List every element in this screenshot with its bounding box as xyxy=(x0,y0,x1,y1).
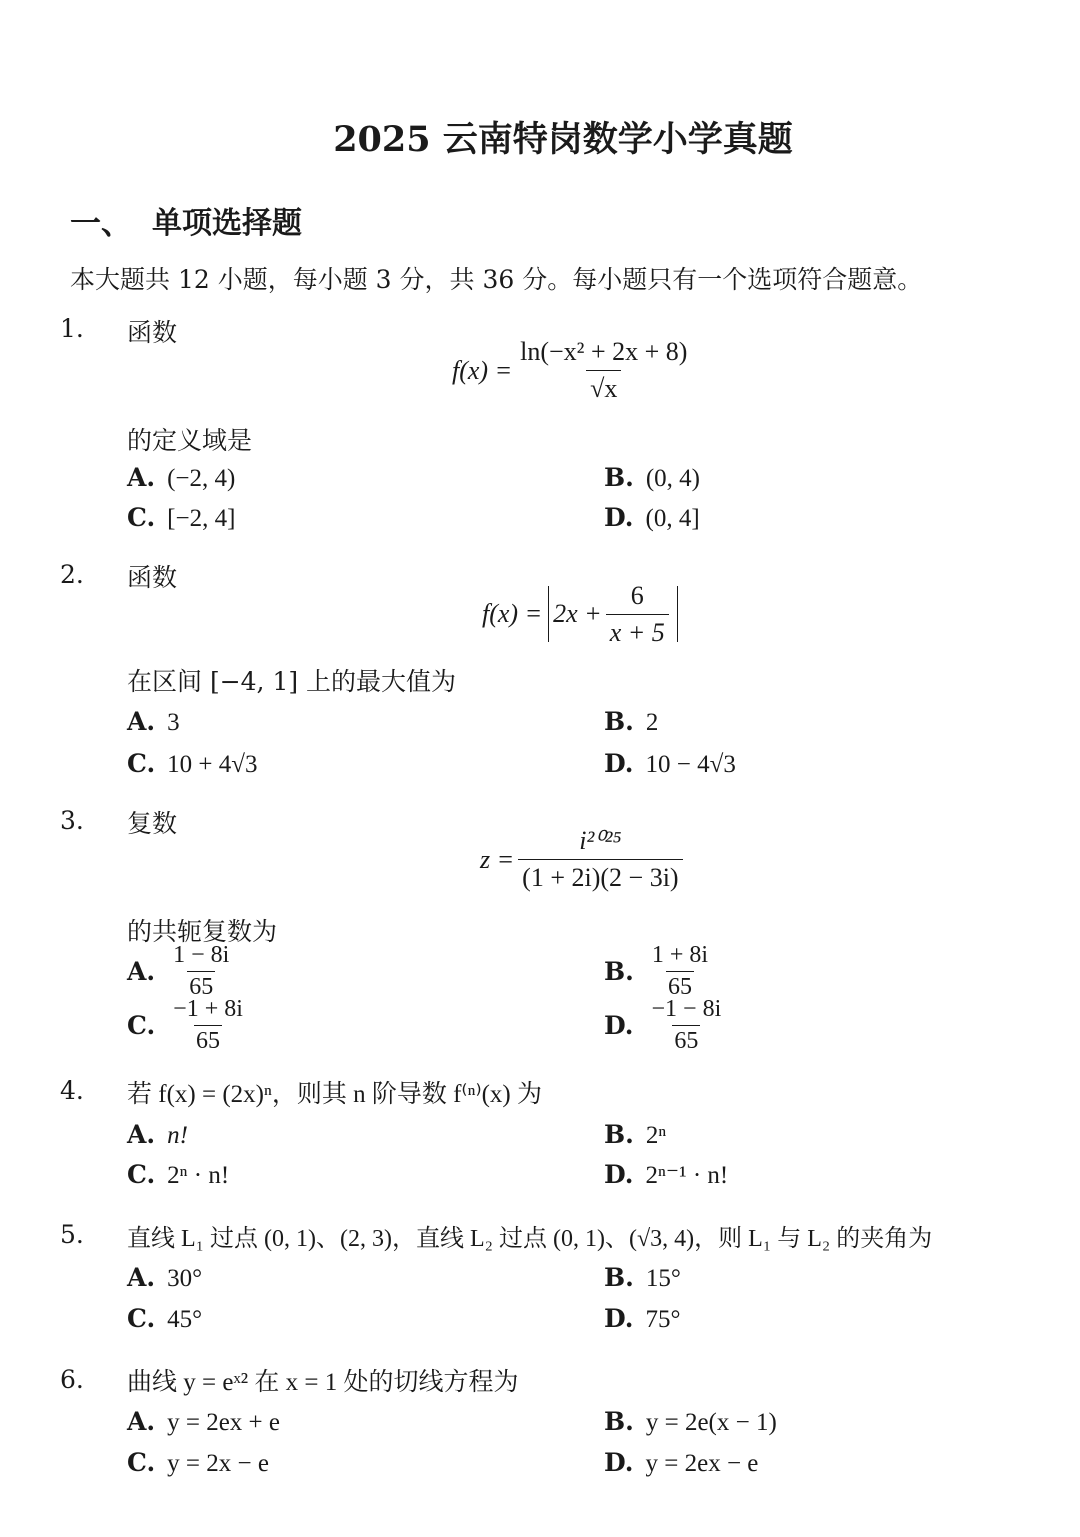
section-number: 一、 xyxy=(70,206,132,242)
option-label: C. xyxy=(127,1160,156,1189)
option-label: D. xyxy=(604,749,634,778)
option-text: y = 2x − e xyxy=(167,1450,269,1477)
denominator: 65 xyxy=(672,1025,700,1055)
option-label: B. xyxy=(604,957,634,986)
option-label: D. xyxy=(604,1160,634,1189)
option-text: 15° xyxy=(645,1265,681,1292)
option-label: A. xyxy=(127,1407,156,1436)
option-fraction xyxy=(171,942,231,1001)
option-label: C. xyxy=(127,1011,156,1040)
numerator: −1 − 8i xyxy=(651,996,722,1022)
question-after-text: 的定义域是 xyxy=(127,426,253,455)
option-text: y = 2ex − e xyxy=(645,1450,759,1477)
question-stem: 复数 xyxy=(127,809,178,838)
question-after-text: 的共轭复数为 xyxy=(127,917,278,946)
question-stem: 曲线 y = eˣ² 在 x = 1 处的切线方程为 xyxy=(127,1369,519,1396)
absolute-value xyxy=(548,580,678,647)
formula-lhs: f(x) = xyxy=(452,355,513,385)
option-b[interactable] xyxy=(604,463,700,493)
option-text: n! xyxy=(167,1122,188,1149)
option-b[interactable] xyxy=(604,1407,777,1437)
option-text: 10 + 4√3 xyxy=(167,751,258,778)
option-label: C. xyxy=(127,1304,156,1333)
option-label: B. xyxy=(604,1407,634,1436)
option-text: 10 − 4√3 xyxy=(645,751,736,778)
question-number: 3. xyxy=(60,806,84,835)
option-c[interactable] xyxy=(127,1160,229,1190)
option-label: D. xyxy=(604,1011,634,1040)
denominator: 65 xyxy=(187,971,215,1001)
option-label: C. xyxy=(127,1448,156,1477)
denominator: 65 xyxy=(666,971,694,1001)
option-label: A. xyxy=(127,707,156,736)
option-b[interactable] xyxy=(604,1120,666,1150)
option-text: 75° xyxy=(645,1306,681,1333)
option-label: D. xyxy=(604,1448,634,1477)
question-after-text: 在区间 [−4, 1] 上的最大值为 xyxy=(127,667,457,696)
option-text: (0, 4] xyxy=(645,505,700,532)
option-b[interactable] xyxy=(604,707,658,737)
question-number: 1. xyxy=(60,314,84,343)
question-stem: 若 f(x) = (2x)ⁿ，则其 n 阶导数 f⁽ⁿ⁾(x) 为 xyxy=(127,1081,542,1108)
option-c[interactable] xyxy=(127,749,258,779)
option-text: 30° xyxy=(167,1265,203,1292)
option-c[interactable] xyxy=(127,996,245,1055)
option-d[interactable] xyxy=(604,996,723,1055)
option-label: B. xyxy=(604,707,634,736)
numerator: ln(−x² + 2x + 8) xyxy=(520,337,688,366)
option-text: y = 2ex + e xyxy=(167,1409,280,1436)
formula-lhs: f(x) = xyxy=(482,599,543,628)
option-b[interactable] xyxy=(604,1263,681,1293)
option-text: 2ⁿ xyxy=(645,1122,667,1149)
question-stem: 直线 L₁ 过点 (0, 1)、(2, 3)，直线 L₂ 过点 (0, 1)、(√3, 4)，则 L₁ 与 L₂ 的夹角为 xyxy=(127,1226,933,1252)
option-text: 2ⁿ · n! xyxy=(167,1162,230,1189)
option-text: (0, 4) xyxy=(645,465,700,492)
question-number: 6. xyxy=(60,1365,84,1394)
numerator: 1 − 8i xyxy=(173,942,230,968)
denominator: √x xyxy=(586,370,621,404)
option-d[interactable] xyxy=(604,1160,728,1190)
section-title: 单项选择题 xyxy=(152,206,302,241)
option-a[interactable] xyxy=(127,1120,188,1150)
option-c[interactable] xyxy=(127,503,235,533)
option-fraction xyxy=(650,942,710,1001)
option-a[interactable] xyxy=(127,463,235,493)
option-label: B. xyxy=(604,1263,634,1292)
denominator: x + 5 xyxy=(606,614,669,648)
numerator: 1 + 8i xyxy=(651,942,709,968)
denominator: 65 xyxy=(194,1025,222,1055)
option-a[interactable] xyxy=(127,942,231,1001)
option-d[interactable] xyxy=(604,1448,758,1478)
numerator: −1 + 8i xyxy=(173,996,243,1022)
formula-q3 xyxy=(480,826,687,893)
option-text: [−2, 4] xyxy=(167,505,236,532)
question-number: 4. xyxy=(60,1076,84,1105)
option-label: D. xyxy=(604,1304,634,1333)
option-d[interactable] xyxy=(604,749,736,779)
formula-q1 xyxy=(452,337,695,404)
numerator: 6 xyxy=(630,580,644,610)
option-d[interactable] xyxy=(604,503,700,533)
formula-q2 xyxy=(482,580,678,647)
option-label: C. xyxy=(127,749,156,778)
option-fraction xyxy=(650,996,724,1055)
formula-lhs: z = xyxy=(480,844,515,874)
option-label: B. xyxy=(604,463,634,492)
fraction xyxy=(518,826,682,893)
option-label: B. xyxy=(604,1120,634,1149)
question-number: 2. xyxy=(60,560,84,589)
option-text: 2 xyxy=(645,709,659,736)
option-c[interactable] xyxy=(127,1304,202,1334)
denominator: (1 + 2i)(2 − 3i) xyxy=(518,859,682,893)
option-d[interactable] xyxy=(604,1304,681,1334)
question-stem: 函数 xyxy=(127,318,178,347)
option-a[interactable] xyxy=(127,1407,280,1437)
formula-term: 2x + xyxy=(553,599,602,628)
numerator: i²⁰²⁵ xyxy=(579,826,622,855)
option-c[interactable] xyxy=(127,1448,269,1478)
question-stem: 函数 xyxy=(127,563,178,592)
option-a[interactable] xyxy=(127,1263,202,1293)
page-title: 2025 云南特岗数学小学真题 xyxy=(333,119,793,160)
fraction xyxy=(516,337,691,404)
option-label: D. xyxy=(604,503,634,532)
option-a[interactable] xyxy=(127,707,180,737)
option-label: C. xyxy=(127,503,156,532)
option-label: A. xyxy=(127,1263,156,1292)
option-text: y = 2e(x − 1) xyxy=(645,1409,777,1436)
fraction xyxy=(606,581,669,648)
option-label: A. xyxy=(127,957,156,986)
option-text: 3 xyxy=(167,709,180,736)
question-number: 5. xyxy=(60,1220,84,1249)
option-text: 2ⁿ⁻¹ · n! xyxy=(645,1162,729,1189)
option-text: (−2, 4) xyxy=(167,465,236,492)
option-label: A. xyxy=(127,463,156,492)
section-intro: 本大题共 12 小题，每小题 3 分，共 36 分。每小题只有一个选项符合题意。 xyxy=(70,265,923,294)
option-label: A. xyxy=(127,1120,156,1149)
option-b[interactable] xyxy=(604,942,710,1001)
option-fraction xyxy=(171,996,245,1055)
option-text: 45° xyxy=(167,1306,203,1333)
